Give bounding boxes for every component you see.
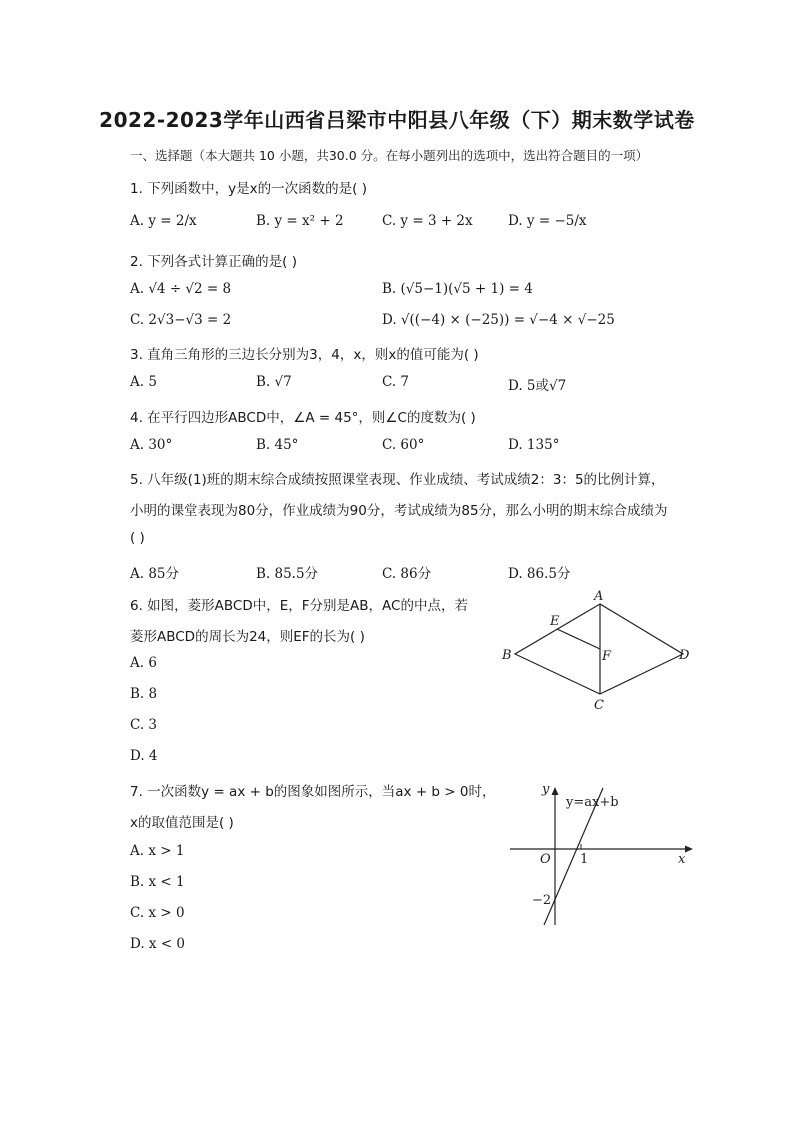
q6-option-c: C. 3 bbox=[130, 717, 158, 733]
q2-option-d: D. √((−4) × (−25)) = √−4 × √−25 bbox=[382, 312, 615, 328]
x-axis-arrow bbox=[685, 846, 693, 853]
q5-option-b: B. 85.5分 bbox=[256, 566, 319, 582]
q7-option-b: B. x < 1 bbox=[130, 874, 185, 890]
section-heading: 一、选择题（本大题共 10 小题，共30.0 分。在每小题列出的选项中，选出符合题目的一项） bbox=[130, 148, 649, 163]
rhombus-figure bbox=[495, 590, 700, 715]
question-3: 3. 直角三角形的三边长分别为3，4，x，则x的值可能为( ) bbox=[130, 347, 479, 363]
label-c: C bbox=[594, 698, 604, 713]
x-tick-label: 1 bbox=[580, 852, 589, 867]
origin-label: O bbox=[540, 852, 551, 867]
q4-option-b: B. 45° bbox=[256, 437, 299, 453]
q6-option-d: D. 4 bbox=[130, 748, 158, 764]
q1-option-b: B. y = x² + 2 bbox=[256, 213, 344, 229]
question-1: 1. 下列函数中，y是x的一次函数的是( ) bbox=[130, 181, 367, 197]
label-a: A bbox=[594, 590, 604, 604]
q3-option-c: C. 7 bbox=[382, 374, 410, 390]
x-axis-label: x bbox=[678, 852, 686, 867]
q3-option-d: D. 5或√7 bbox=[508, 378, 567, 394]
q2-option-a: A. √4 ÷ √2 = 8 bbox=[130, 281, 232, 297]
label-e: E bbox=[550, 614, 560, 629]
q1-option-c: C. y = 3 + 2x bbox=[382, 213, 473, 229]
label-b: B bbox=[502, 648, 512, 663]
question-5-line-2: 小明的课堂表现为80分，作业成绩为90分，考试成绩为85分，那么小明的期末综合成绩为 bbox=[130, 503, 668, 519]
q4-option-c: C. 60° bbox=[382, 437, 425, 453]
q4-option-a: A. 30° bbox=[130, 437, 173, 453]
q5-option-d: D. 86.5分 bbox=[508, 566, 571, 582]
line-equation-label: y=ax+b bbox=[566, 795, 619, 810]
q6-option-b: B. 8 bbox=[130, 686, 158, 702]
q2-option-c: C. 2√3−√3 = 2 bbox=[130, 312, 232, 328]
question-5-line-3: ( ) bbox=[130, 530, 145, 546]
q7-option-a: A. x > 1 bbox=[130, 843, 185, 859]
question-2: 2. 下列各式计算正确的是( ) bbox=[130, 254, 297, 270]
q2-option-b: B. (√5−1)(√5 + 1) = 4 bbox=[382, 281, 533, 297]
question-5-line-1: 5. 八年级(1)班的期末综合成绩按照课堂表现、作业成绩、考试成绩2：3：5的比例计算， bbox=[130, 472, 665, 488]
q3-option-b: B. √7 bbox=[256, 374, 292, 390]
question-7-line-1: 7. 一次函数y = ax + b的图象如图所示，当ax + b > 0时， bbox=[130, 784, 496, 800]
q4-option-d: D. 135° bbox=[508, 437, 560, 453]
q1-option-d: D. y = −5/x bbox=[508, 213, 587, 229]
q7-option-d: D. x < 0 bbox=[130, 936, 186, 952]
question-7-line-2: x的取值范围是( ) bbox=[130, 815, 234, 831]
label-f: F bbox=[602, 649, 612, 664]
linear-function-graph bbox=[505, 775, 700, 930]
question-6-line-1: 6. 如图，菱形ABCD中，E，F分别是AB，AC的中点，若 bbox=[130, 598, 468, 614]
y-axis-label: y bbox=[542, 782, 550, 797]
q1-option-a: A. y = 2/x bbox=[130, 213, 197, 229]
question-4: 4. 在平行四边形ABCD中，∠A = 45°，则∠C的度数为( ) bbox=[130, 410, 476, 426]
segment-ef bbox=[557, 629, 600, 649]
y-tick-label: −2 bbox=[532, 893, 552, 908]
page-title: 2022-2023学年山西省吕梁市中阳县八年级（下）期末数学试卷 bbox=[99, 108, 695, 132]
q6-option-a: A. 6 bbox=[130, 655, 157, 671]
label-d: D bbox=[679, 648, 690, 663]
q7-option-c: C. x > 0 bbox=[130, 905, 185, 921]
q3-option-a: A. 5 bbox=[130, 374, 157, 390]
question-6-line-2: 菱形ABCD的周长为24，则EF的长为( ) bbox=[130, 629, 365, 645]
q5-option-c: C. 86分 bbox=[382, 566, 432, 582]
q5-option-a: A. 85分 bbox=[130, 566, 180, 582]
y-axis-arrow bbox=[552, 787, 559, 795]
